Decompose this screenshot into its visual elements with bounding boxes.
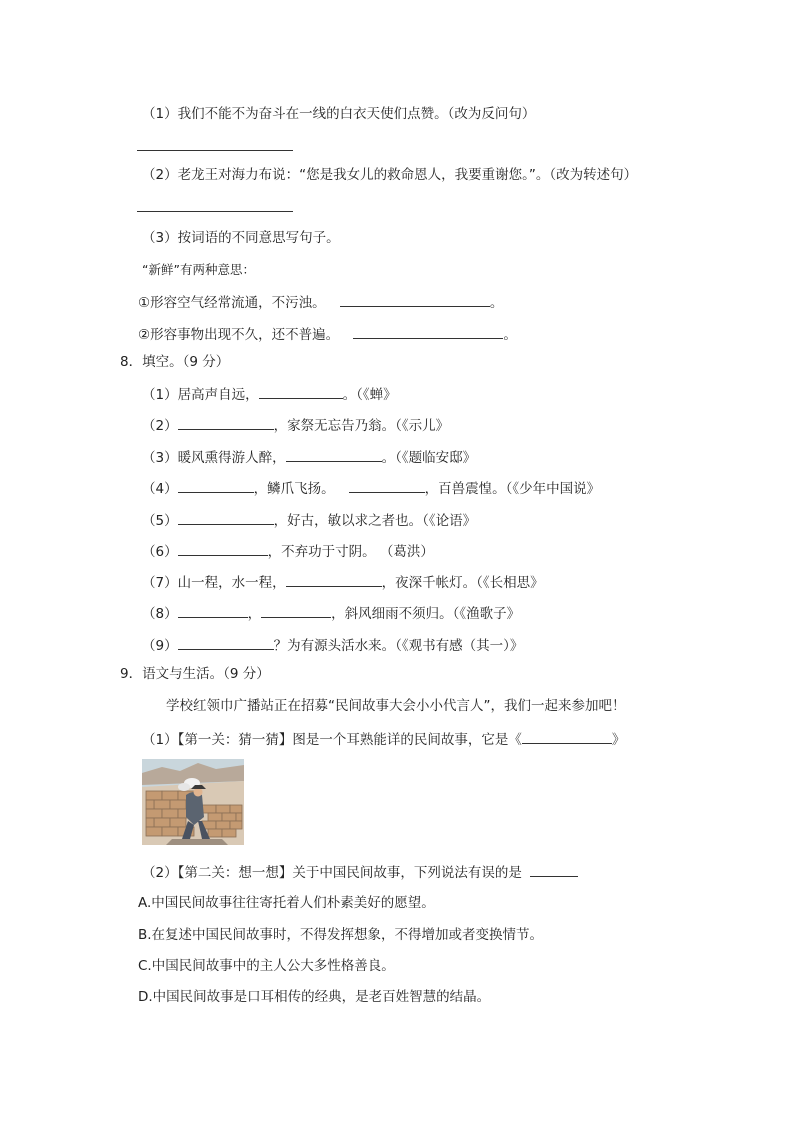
q9-part-1 — [142, 729, 625, 749]
q8-item-9 — [142, 635, 523, 655]
q8-item-8-pre: （8） — [142, 606, 178, 622]
q8-item-8-comma: ， — [247, 606, 262, 622]
q8-item-1-pre: （1）居高声自远， — [142, 387, 259, 403]
q8-item-3-post: 。（《题临安邸》 — [381, 450, 477, 466]
q8-item-3-pre: （3）暖风熏得游人醉， — [142, 450, 286, 466]
q9-option-a[interactable]: A.中国民间故事往往寄托着人们朴素美好的愿望。 — [138, 895, 435, 911]
q8-item-5-pre: （5） — [142, 513, 178, 529]
q8-item-8-blank-1[interactable] — [178, 603, 248, 618]
q9-part-1-text: （1）【第一关：猜一猜】图是一个耳熟能详的民间故事，它是《 — [142, 732, 522, 748]
q8-item-1-post: 。（《蝉》 — [342, 387, 397, 403]
fresh-meaning-intro: “新鲜”有两种意思： — [142, 262, 255, 277]
q8-item-5-post: ，好古，敏以求之者也。（《论语》 — [273, 513, 477, 529]
q8-item-9-blank[interactable] — [178, 635, 274, 650]
q8-item-9-pre: （9） — [142, 638, 178, 654]
q8-item-2-post: ，家祭无忘告乃翁。（《示儿》 — [273, 418, 450, 434]
q8-item-6-blank[interactable] — [178, 541, 268, 556]
q7-sentence-3: （3）按词语的不同意思写句子。 — [142, 230, 340, 246]
q8-item-7-pre: （7）山一程，水一程， — [142, 575, 286, 591]
q8-item-2 — [142, 415, 449, 435]
q8-item-5-blank[interactable] — [178, 510, 274, 525]
q9-option-d[interactable]: D.中国民间故事是口耳相传的经典，是老百姓智慧的结晶。 — [138, 989, 491, 1005]
q9-part-2-text: （2）【第二关：想一想】关于中国民间故事，下列说法有误的是 — [142, 865, 522, 881]
q8-item-4-mid: ，鳞爪飞扬。 — [253, 481, 335, 497]
folk-story-illustration — [142, 759, 244, 845]
q8-item-5 — [142, 510, 476, 530]
q9-option-c[interactable]: C.中国民间故事中的主人公大多性格善良。 — [138, 958, 395, 974]
q8-item-6-pre: （6） — [142, 544, 178, 560]
meaning-2-blank[interactable] — [353, 324, 503, 339]
q8-item-6 — [142, 541, 434, 561]
q8-item-6-post: ，不弃功于寸阴。 （葛洪） — [267, 544, 434, 560]
q8-item-8-post: ，斜风细雨不须归。（《渔歌子》 — [331, 606, 521, 622]
q9-intro: 学校红领巾广播站正在招募“民间故事大会小小代言人”，我们一起来参加吧！ — [166, 698, 626, 714]
q8-item-7 — [142, 572, 544, 592]
meaning-1-blank[interactable] — [340, 292, 490, 307]
q8-item-3-blank[interactable] — [286, 447, 382, 462]
answer-line-2[interactable] — [137, 211, 293, 212]
q8-item-2-blank[interactable] — [178, 415, 274, 430]
q8-item-7-blank[interactable] — [286, 572, 382, 587]
q8-item-1 — [142, 384, 397, 404]
q8-item-1-blank[interactable] — [259, 384, 343, 399]
q8-title: 8．填空。（9 分） — [120, 354, 230, 370]
q8-item-2-pre: （2） — [142, 418, 178, 434]
q8-item-3 — [142, 447, 476, 467]
q9-option-b[interactable]: B.在复述中国民间故事时，不得发挥想象，不得增加或者变换情节。 — [138, 927, 544, 943]
q8-item-4-blank-1[interactable] — [178, 478, 254, 493]
q8-item-8-blank-2[interactable] — [261, 603, 331, 618]
q9-part-2 — [142, 862, 578, 882]
q8-item-9-post: ？为有源头活水来。（《观书有感（其一）》 — [273, 638, 524, 654]
meaning-1-period: 。 — [489, 295, 504, 311]
q9-part-1-close: 》 — [611, 732, 626, 748]
q9-title: 9．语文与生活。（9 分） — [120, 666, 270, 682]
meaning-2 — [138, 324, 517, 344]
q9-part-2-blank[interactable] — [530, 862, 578, 877]
q9-part-1-blank[interactable] — [522, 729, 612, 744]
q7-sentence-2: （2）老龙王对海力布说：“您是我女儿的救命恩人，我要重谢您。”。（改为转述句） — [142, 167, 638, 183]
meaning-1-text: ①形容空气经常流通，不污浊。 — [138, 295, 326, 311]
meaning-2-text: ②形容事物出现不久，还不普遍。 — [138, 327, 340, 343]
q8-item-7-post: ，夜深千帐灯。（《长相思》 — [381, 575, 544, 591]
meaning-2-period: 。 — [503, 327, 517, 343]
q8-item-4 — [142, 478, 600, 498]
q8-item-4-post: ，百兽震惶。（《少年中国说》 — [424, 481, 601, 497]
answer-line-1[interactable] — [137, 150, 293, 151]
meaning-1 — [138, 292, 503, 312]
q7-sentence-1: （1）我们不能不为奋斗在一线的白衣天使们点赞。（改为反问句） — [142, 106, 536, 122]
q8-item-4-blank-2[interactable] — [349, 478, 425, 493]
q8-item-4-pre: （4） — [142, 481, 178, 497]
q8-item-8 — [142, 603, 520, 623]
